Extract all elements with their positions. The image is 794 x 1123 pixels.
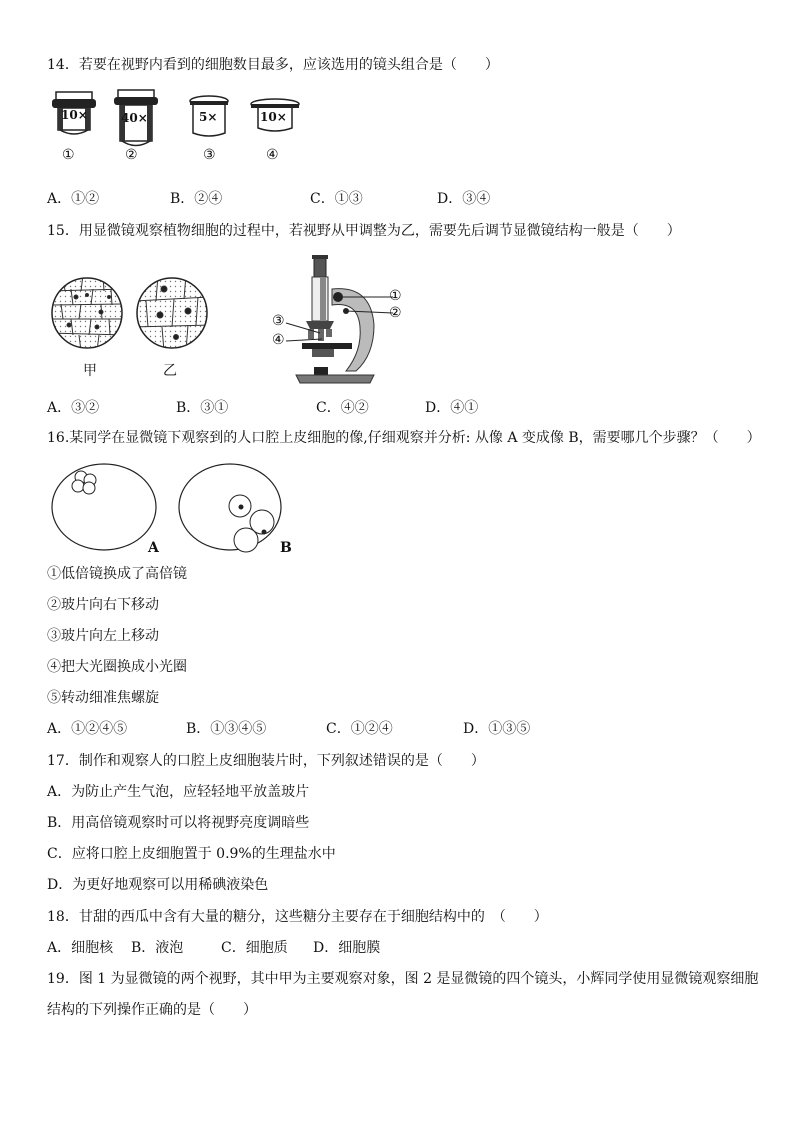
microscope-part-1: ① xyxy=(389,288,402,304)
view-b-label: B xyxy=(280,540,292,556)
lens-4-mag: 10× xyxy=(260,110,287,124)
q14-option-a[interactable]: A．①② xyxy=(47,191,100,207)
view-yi-label: 乙 xyxy=(163,363,177,379)
q17-option-d[interactable]: D．为更好地观察可以用稀碘液染色 xyxy=(47,877,269,893)
q16-step-3: ③玻片向左上移动 xyxy=(47,628,159,644)
q15-option-b[interactable]: B．③① xyxy=(176,400,229,416)
q19-stem-line-1: 19．图 1 为显微镜的两个视野，其中甲为主要观察对象，图 2 是显微镜的四个镜头，小辉同学使用显微镜观察细胞 xyxy=(47,971,759,987)
q18-option-b[interactable]: B．液泡 xyxy=(131,940,184,956)
view-a-label: A xyxy=(148,540,159,556)
q18-option-a[interactable]: A．细胞核 xyxy=(47,940,114,956)
q14-option-d[interactable]: D．③④ xyxy=(437,191,491,207)
q18-option-d[interactable]: D．细胞膜 xyxy=(313,940,381,956)
q14-option-b[interactable]: B．②④ xyxy=(170,191,223,207)
microscope-diagram xyxy=(296,255,426,385)
q16-step-5: ⑤转动细准焦螺旋 xyxy=(47,690,159,706)
view-yi-image xyxy=(134,275,210,351)
q16-option-c[interactable]: C．①②④ xyxy=(326,721,393,737)
q17-option-b[interactable]: B．用高倍镜观察时可以将视野亮度调暗些 xyxy=(47,815,310,831)
view-jia-image xyxy=(49,275,125,351)
view-jia-label: 甲 xyxy=(83,363,97,379)
q17-option-a[interactable]: A．为防止产生气泡，应轻轻地平放盖玻片 xyxy=(47,784,310,800)
microscope-part-2: ② xyxy=(389,305,402,321)
q17-option-c[interactable]: C．应将口腔上皮细胞置于 0.9%的生理盐水中 xyxy=(47,846,336,862)
q16-step-2: ②玻片向右下移动 xyxy=(47,597,159,613)
lens-3-number: ③ xyxy=(203,147,216,163)
lens-2-number: ② xyxy=(125,147,138,163)
q17-stem: 17．制作和观察人的口腔上皮细胞装片时，下列叙述错误的是（ ） xyxy=(47,753,485,769)
lens-4-number: ④ xyxy=(266,147,279,163)
q16-option-b[interactable]: B．①③④⑤ xyxy=(186,721,267,737)
q15-option-c[interactable]: C．④② xyxy=(316,400,369,416)
q18-stem: 18．甘甜的西瓜中含有大量的糖分，这些糖分主要存在于细胞结构中的 （ ） xyxy=(47,909,548,925)
q18-option-c[interactable]: C．细胞质 xyxy=(221,940,288,956)
q14-option-c[interactable]: C．①③ xyxy=(310,191,363,207)
q19-stem-line-2: 结构的下列操作正确的是（ ） xyxy=(47,1002,257,1018)
q16-option-a[interactable]: A．①②④⑤ xyxy=(47,721,128,737)
microscope-part-3: ③ xyxy=(272,313,285,329)
q15-stem: 15．用显微镜观察植物细胞的过程中，若视野从甲调整为乙，需要先后调节显微镜结构一般是（ ） xyxy=(47,223,681,239)
q16-step-4: ④把大光圈换成小光圈 xyxy=(47,659,187,675)
lens-1-mag: 10× xyxy=(61,108,88,122)
q14-stem: 14．若要在视野内看到的细胞数目最多，应该选用的镜头组合是（ ） xyxy=(47,57,499,73)
q16-option-d[interactable]: D．①③⑤ xyxy=(463,721,531,737)
lens-1-number: ① xyxy=(62,147,75,163)
view-a-image xyxy=(50,462,160,552)
lens-3-mag: 5× xyxy=(199,110,218,124)
q15-option-d[interactable]: D．④① xyxy=(425,400,479,416)
microscope-part-4: ④ xyxy=(272,332,285,348)
q15-option-a[interactable]: A．③② xyxy=(47,400,100,416)
q16-step-1: ①低倍镜换成了高倍镜 xyxy=(47,566,187,582)
lens-2-mag: 40× xyxy=(121,111,148,125)
view-b-image xyxy=(178,462,288,552)
q16-stem: 16.某同学在显微镜下观察到的人口腔上皮细胞的像,仔细观察并分析: 从像 A 变成像 B，需要哪几个步骤？（ ） xyxy=(47,430,761,446)
